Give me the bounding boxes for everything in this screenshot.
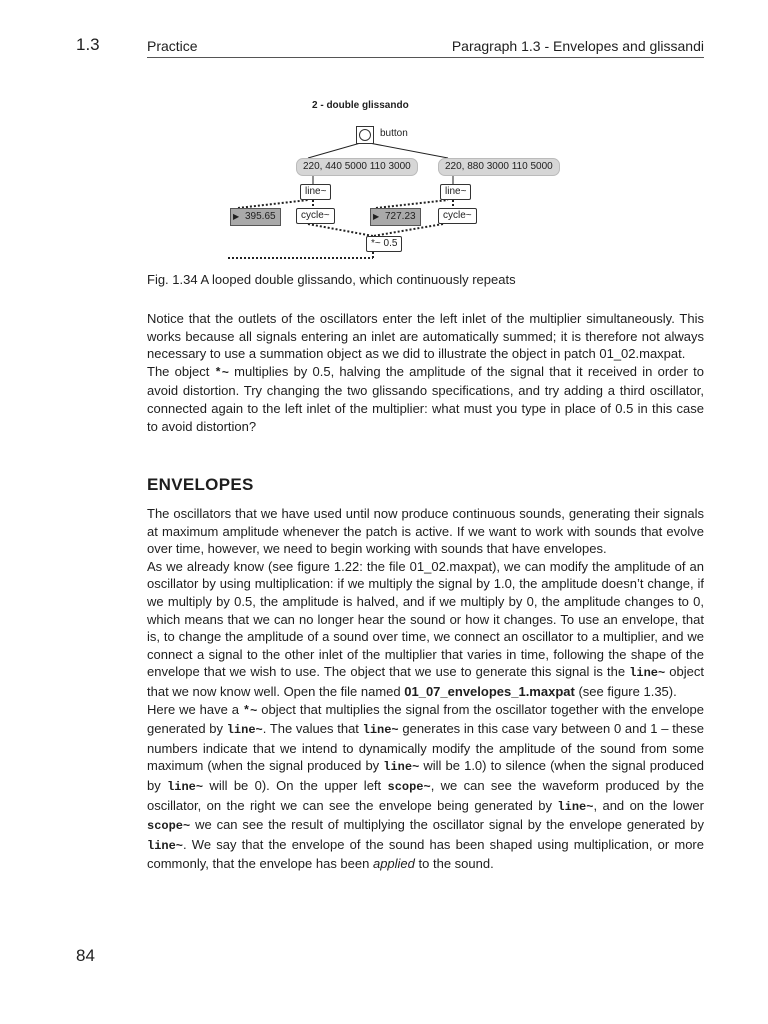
text-span: The object — [147, 363, 215, 379]
code-span: line~ — [167, 779, 204, 794]
message-box-right[interactable]: 220, 880 3000 110 5000 — [438, 158, 560, 176]
message-box-left[interactable]: 220, 440 5000 110 3000 — [296, 158, 418, 176]
text-span: . The values that — [262, 721, 363, 737]
body-text-2 — [147, 505, 704, 873]
text-span: to the sound. — [414, 856, 494, 872]
line-object-right[interactable]: line~ — [440, 184, 471, 200]
code-span: line~ — [226, 723, 263, 738]
patch-title: 2 - double glissando — [312, 100, 409, 111]
paragraph-2 — [147, 363, 704, 435]
patch-figure — [228, 96, 608, 271]
patch-cords — [228, 96, 608, 271]
text-span: As we already know (see figure 1.22: the file 01_02.maxpat), we can modify the amplitude of an oscillator by using multiplication: if we multiply the signal by 1.0, the amplitude doesn’t change, if we multiply by 0.5, the amplitude is halved, and if we multiply by 0, the amplitude changes to 0, which means that we can no longer hear the sound or how it changes. To use an envelope, that is, to change the amplitude of a sound over time, we connect an oscillator to a multiplier, and we connect a signal to the other inlet of the multiplier that varies in time, following the shape of the envelope that we wish to use. The object that we use to generate this signal is the — [147, 558, 704, 680]
text-span: , and on the lower — [593, 797, 704, 813]
text-span: will be 1.0) to silence (when the signal produced by — [147, 758, 705, 793]
italic-span: applied — [372, 856, 415, 872]
code-span: line~ — [362, 723, 399, 738]
code-span: line~ — [147, 838, 184, 853]
filename: 01_07_envelopes_1.maxpat — [404, 683, 575, 699]
text-span: multiplies by 0.5, halving the amplitude of the signal that it received in order to avoid distortion. Try changing the two glissando specifications, and try adding a third oscillator, connected again to the left inlet of the multiplier: what must you type in place of 0.5 in this case to avoid distortion? — [147, 363, 704, 434]
paragraph-1: Notice that the outlets of the oscillators enter the left inlet of the multiplier simultaneously. This works because all signals entering an inlet are automatically summed; it is therefore not always necessary to use a summation object as we did to illustrate the object in patch 01_02.maxpat. — [147, 311, 704, 362]
text-span: (see figure 1.35). — [574, 683, 677, 699]
chapter-number: 1.3 — [76, 35, 100, 54]
text-span: generates in this case vary between 0 and 1 – these numbers indicate that we intend to dynamically modify the amplitude of the sound from some maximum (when the signal produced by — [147, 721, 704, 774]
text-span: object that we now know well. Open the file named — [147, 664, 704, 699]
text-span: will be 0). On the upper left — [203, 777, 388, 793]
running-header-left: Practice — [147, 38, 198, 54]
code-span: line~ — [629, 666, 666, 681]
cycle-object-left[interactable]: cycle~ — [296, 208, 335, 224]
page-number: 84 — [76, 946, 95, 965]
number-box-left[interactable]: ▶ 395.65 — [230, 208, 281, 226]
text-span: , we can see the waveform produced by the oscillator, on the right we can see the envelope being generated by — [147, 777, 705, 813]
text-span: object that multiplies the signal from the oscillator together with the envelope generated by — [147, 701, 704, 737]
line-object-left[interactable]: line~ — [300, 184, 331, 200]
running-header-right: Paragraph 1.3 - Envelopes and glissandi — [451, 38, 704, 54]
body-text-1 — [147, 310, 704, 435]
code-span: line~ — [557, 799, 594, 814]
number-box-right[interactable]: ▶ 727.23 — [370, 208, 421, 226]
bang-button[interactable] — [356, 126, 374, 144]
multiply-object[interactable]: *~ 0.5 — [366, 236, 402, 252]
paragraph-4 — [147, 558, 704, 701]
header-rule — [147, 57, 704, 58]
paragraph-5 — [147, 701, 704, 873]
code-span: *~ — [214, 365, 229, 380]
paragraph-3: The oscillators that we have used until now produce continuous sounds, generating their signals at maximum amplitude whenever the patch is active. If we want to work with sounds that evolve over time, however, we need to begin working with sounds that have envelopes. — [147, 506, 704, 557]
text-span: we can see the result of multiplying the oscillator signal by the envelope generated by — [190, 817, 704, 833]
code-span: *~ — [242, 703, 258, 718]
text-span: Here we have a — [147, 701, 243, 717]
text-span: . We say that the envelope of the sound has been shaped using multiplication, or more commonly, that the envelope has been — [147, 836, 704, 872]
code-span: scope~ — [387, 779, 431, 794]
cycle-object-right[interactable]: cycle~ — [438, 208, 477, 224]
figure-caption: Fig. 1.34 A looped double glissando, which continuously repeats — [147, 272, 516, 287]
bang-comment: button — [380, 128, 408, 139]
code-span: scope~ — [147, 819, 191, 834]
code-span: line~ — [383, 760, 420, 775]
section-heading: ENVELOPES — [147, 475, 254, 494]
